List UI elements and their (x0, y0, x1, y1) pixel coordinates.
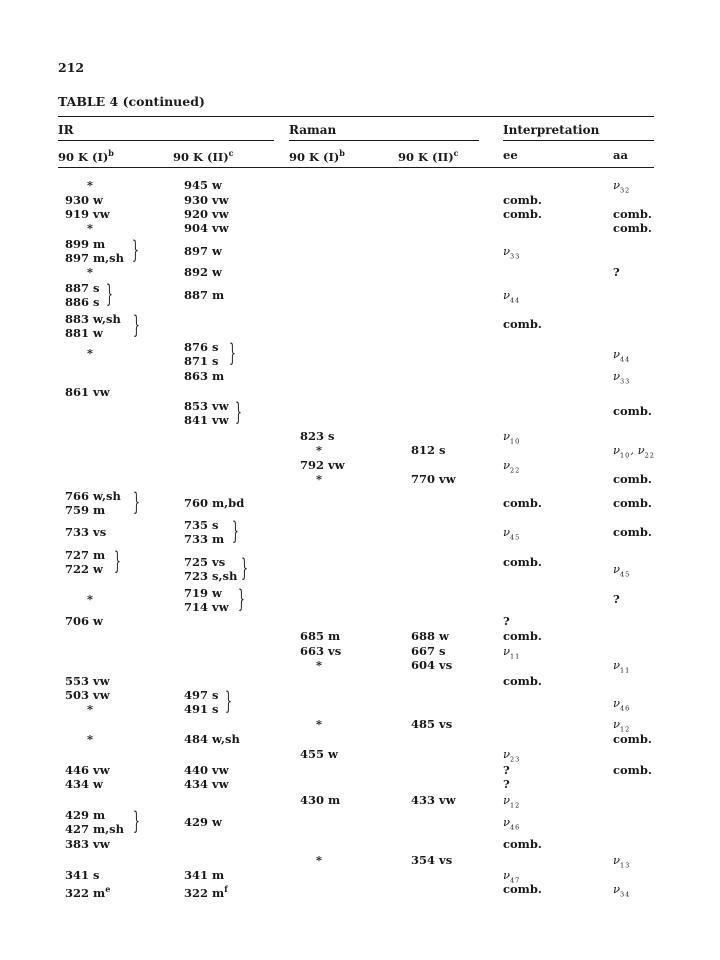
column-header-raman-90k-i: 90 K $(I)^b$ (289, 148, 345, 164)
table-cell: comb. (503, 882, 542, 896)
brace-icon: } (232, 517, 239, 545)
column-header-raman-90k-ii: 90 K (II)$^c$ (398, 148, 459, 164)
table-cell: 723 s,sh (184, 569, 238, 583)
header-bottom-rule (58, 167, 654, 168)
table-cell: 886 s (65, 295, 100, 309)
table-cell: 484 w,sh (184, 732, 240, 746)
table-cell: 341 m (184, 868, 225, 882)
table-cell: $\nu_{11}$ (503, 644, 521, 661)
table-cell: 440 vw (184, 763, 229, 777)
table-cell: 863 m (184, 369, 225, 383)
table-cell: ? (503, 763, 510, 777)
table-cell: $\nu_{46}$ (503, 815, 521, 832)
table-cell: 341 s (65, 868, 100, 882)
table-cell: 897 m,sh (65, 251, 125, 265)
table-cell: 485 vs (411, 717, 453, 731)
table-cell: * (87, 221, 94, 235)
table-cell: $\nu_{32}$ (613, 178, 631, 195)
table-cell: $\nu_{23}$ (503, 747, 521, 764)
brace-icon: } (133, 807, 140, 835)
brace-icon: } (235, 398, 242, 426)
raman-group-rule (289, 140, 479, 141)
table-cell: 876 s (184, 340, 219, 354)
table-cell: ? (503, 777, 510, 791)
table-cell: * (87, 265, 94, 279)
table-cell: 920 vw (184, 207, 229, 221)
table-cell: 792 vw (300, 458, 345, 472)
table-cell: $\nu_{10}$ (503, 429, 521, 446)
table-cell: 429 m (65, 808, 106, 822)
table-cell: comb. (613, 496, 652, 510)
interpretation-group-rule (503, 140, 654, 141)
table-cell: 887 m (184, 288, 225, 302)
brace-icon: } (241, 554, 248, 582)
table-cell: * (316, 853, 323, 867)
table-cell: comb. (503, 674, 542, 688)
table-title: TABLE 4 (continued) (58, 94, 205, 109)
brace-icon: } (114, 547, 121, 575)
table-cell: ? (613, 592, 620, 606)
table-cell: 871 s (184, 354, 219, 368)
table-cell: 714 vw (184, 600, 229, 614)
table-cell: 455 w (300, 747, 338, 761)
table-cell: comb. (503, 837, 542, 851)
table-cell: 722 w (65, 562, 103, 576)
table-cell: 930 vw (184, 193, 229, 207)
table-cell: 735 s (184, 518, 219, 532)
table-cell: 719 w (184, 586, 222, 600)
table-cell: $\nu_{46}$ (613, 696, 631, 713)
table-cell: 434 w (65, 777, 103, 791)
table-cell: $\nu_{44}$ (503, 288, 521, 305)
table-cell: comb. (613, 207, 652, 221)
table-cell: comb. (503, 207, 542, 221)
group-header-ir: IR (58, 123, 74, 137)
table-cell: 503 vw (65, 688, 110, 702)
table-cell: comb. (613, 404, 652, 418)
table-cell: 733 vs (65, 525, 107, 539)
table-cell: 766 w,sh (65, 489, 121, 503)
table-cell: $\nu_{33}$ (503, 244, 521, 261)
table-cell: comb. (503, 555, 542, 569)
page-number: 212 (58, 60, 85, 75)
brace-icon: } (133, 311, 140, 339)
brace-icon: } (132, 236, 139, 264)
table-cell: $\nu_{45}$ (503, 525, 521, 542)
table-cell: comb. (503, 496, 542, 510)
table-cell: * (87, 178, 94, 192)
table-cell: 930 w (65, 193, 103, 207)
table-cell: 497 s (184, 688, 219, 702)
table-cell: 904 vw (184, 221, 229, 235)
table-cell: comb. (613, 221, 652, 235)
table-cell: * (87, 346, 94, 360)
table-cell: 553 vw (65, 674, 110, 688)
table-top-rule (58, 116, 654, 117)
table-cell: 434 vw (184, 777, 229, 791)
table-cell: 427 m,sh (65, 822, 125, 836)
brace-icon: } (229, 339, 236, 367)
table-cell: * (316, 472, 323, 486)
table-cell: $\nu_{13}$ (613, 853, 631, 870)
brace-icon: } (106, 280, 113, 308)
table-cell: * (87, 732, 94, 746)
table-cell: comb. (503, 629, 542, 643)
table-cell: $\nu_{12}$ (613, 717, 631, 734)
table-cell: 733 m (184, 532, 225, 546)
table-cell: 383 vw (65, 837, 110, 851)
table-cell: comb. (613, 763, 652, 777)
table-cell: $\nu_{47}$ (503, 868, 521, 885)
table-cell: ? (503, 614, 510, 628)
table-cell: 727 m (65, 548, 106, 562)
table-cell: 853 vw (184, 399, 229, 413)
table-cell: 899 m (65, 237, 106, 251)
brace-icon: } (238, 585, 245, 613)
table-cell: ? (613, 265, 620, 279)
table-cell: 491 s (184, 702, 219, 716)
table-cell: 759 m (65, 503, 106, 517)
column-header-aa: aa (613, 148, 628, 162)
table-cell: 685 m (300, 629, 341, 643)
table-cell: 322 $m^e$ (65, 884, 111, 900)
table-cell: 429 w (184, 815, 222, 829)
table-cell: 883 w,sh (65, 312, 121, 326)
table-cell: 433 vw (411, 793, 456, 807)
table-cell: 667 s (411, 644, 446, 658)
table-cell: * (87, 702, 94, 716)
group-header-raman: Raman (289, 123, 337, 137)
table-cell: 663 vs (300, 644, 342, 658)
table-cell: comb. (503, 317, 542, 331)
table-cell: 861 vw (65, 385, 110, 399)
group-header-interpretation: Interpretation (503, 123, 600, 137)
column-header-ir-90k-ii: 90 K (II)$^c$ (173, 148, 234, 164)
table-cell: 688 w (411, 629, 449, 643)
table-cell: $\nu_{22}$ (503, 458, 521, 475)
table-cell: 322 $m^f$ (184, 884, 228, 900)
table-cell: 706 w (65, 614, 103, 628)
table-cell: comb. (613, 472, 652, 486)
table-cell: comb. (613, 525, 652, 539)
table-cell: 770 vw (411, 472, 456, 486)
table-cell: comb. (503, 193, 542, 207)
ir-group-rule (58, 140, 274, 141)
table-cell: 812 s (411, 443, 446, 457)
table-cell: $\nu_{10}$, $\nu_{22}$ (613, 443, 655, 460)
table-cell: 897 w (184, 244, 222, 258)
table-cell: $\nu_{45}$ (613, 562, 631, 579)
column-header-ee: ee (503, 148, 518, 162)
table-cell: * (316, 443, 323, 457)
table-cell: 725 vs (184, 555, 226, 569)
table-cell: 446 vw (65, 763, 110, 777)
table-cell: 892 w (184, 265, 222, 279)
table-cell: * (87, 592, 94, 606)
table-cell: $\nu_{44}$ (613, 347, 631, 364)
table-cell: * (316, 717, 323, 731)
table-cell: * (316, 658, 323, 672)
brace-icon: } (225, 687, 232, 715)
table-cell: $\nu_{33}$ (613, 369, 631, 386)
table-cell: 760 m,bd (184, 496, 245, 510)
table-cell: 881 w (65, 326, 103, 340)
table-cell: $\nu_{34}$ (613, 882, 631, 899)
table-cell: 887 s (65, 281, 100, 295)
table-cell: 823 s (300, 429, 335, 443)
table-cell: 354 vs (411, 853, 453, 867)
table-cell: 919 vw (65, 207, 110, 221)
table-cell: comb. (613, 732, 652, 746)
table-cell: 604 vs (411, 658, 453, 672)
table-cell: 430 m (300, 793, 341, 807)
brace-icon: } (133, 488, 140, 516)
table-cell: 841 vw (184, 413, 229, 427)
column-header-ir-90k-i: 90 K $(I)^b$ (58, 148, 114, 164)
table-cell: 945 w (184, 178, 222, 192)
table-cell: $\nu_{12}$ (503, 793, 521, 810)
table-cell: $\nu_{11}$ (613, 658, 631, 675)
